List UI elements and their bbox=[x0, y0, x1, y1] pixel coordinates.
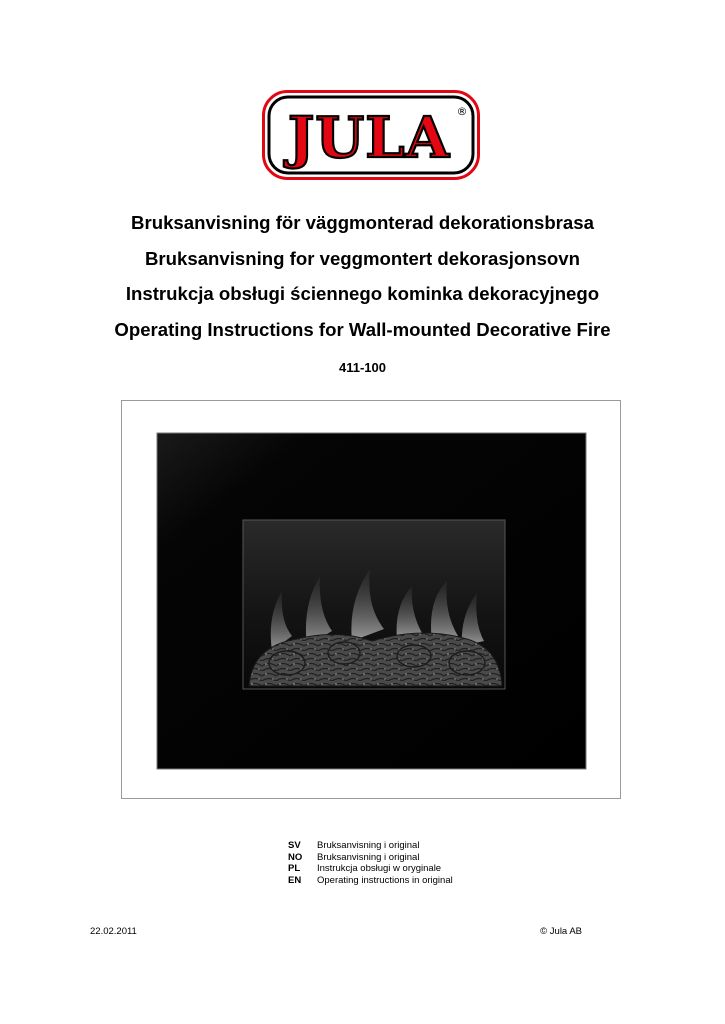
language-row-sv bbox=[288, 840, 453, 852]
footer-date: 22.02.2011 bbox=[90, 926, 137, 937]
language-code: NO bbox=[288, 851, 303, 863]
language-row-pl bbox=[288, 863, 453, 875]
language-row-en bbox=[288, 875, 453, 887]
model-number: 411-100 bbox=[339, 360, 386, 375]
language-text: Instrukcja obsługi w oryginale bbox=[317, 863, 442, 874]
language-code: SV bbox=[288, 840, 301, 851]
language-row-no bbox=[288, 852, 453, 864]
title-en: Operating Instructions for Wall-mounted Decorative Fire bbox=[114, 318, 611, 340]
title-sv: Bruksanvisning för väggmonterad dekorationsbrasa bbox=[131, 212, 594, 233]
product-photo-frame bbox=[121, 400, 621, 799]
language-list bbox=[288, 840, 453, 886]
language-text: Bruksanvisning i original bbox=[317, 840, 420, 851]
language-code: EN bbox=[288, 874, 302, 886]
logo-wordmark: JULA bbox=[287, 105, 451, 171]
language-code: PL bbox=[288, 863, 301, 874]
fireplace-image bbox=[122, 401, 620, 798]
title-no: Bruksanvisning for veggmontert dekorasjonsovn bbox=[145, 247, 580, 269]
title-pl: Instrukcja obsługi ściennego kominka dekoracyjnego bbox=[125, 283, 600, 304]
jula-logo bbox=[262, 90, 480, 180]
registered-mark: ® bbox=[456, 105, 468, 118]
language-text: Operating instructions in original bbox=[317, 874, 453, 886]
footer-copyright: © Jula AB bbox=[540, 926, 582, 937]
language-text: Bruksanvisning i original bbox=[317, 851, 420, 863]
title-block bbox=[0, 205, 725, 347]
